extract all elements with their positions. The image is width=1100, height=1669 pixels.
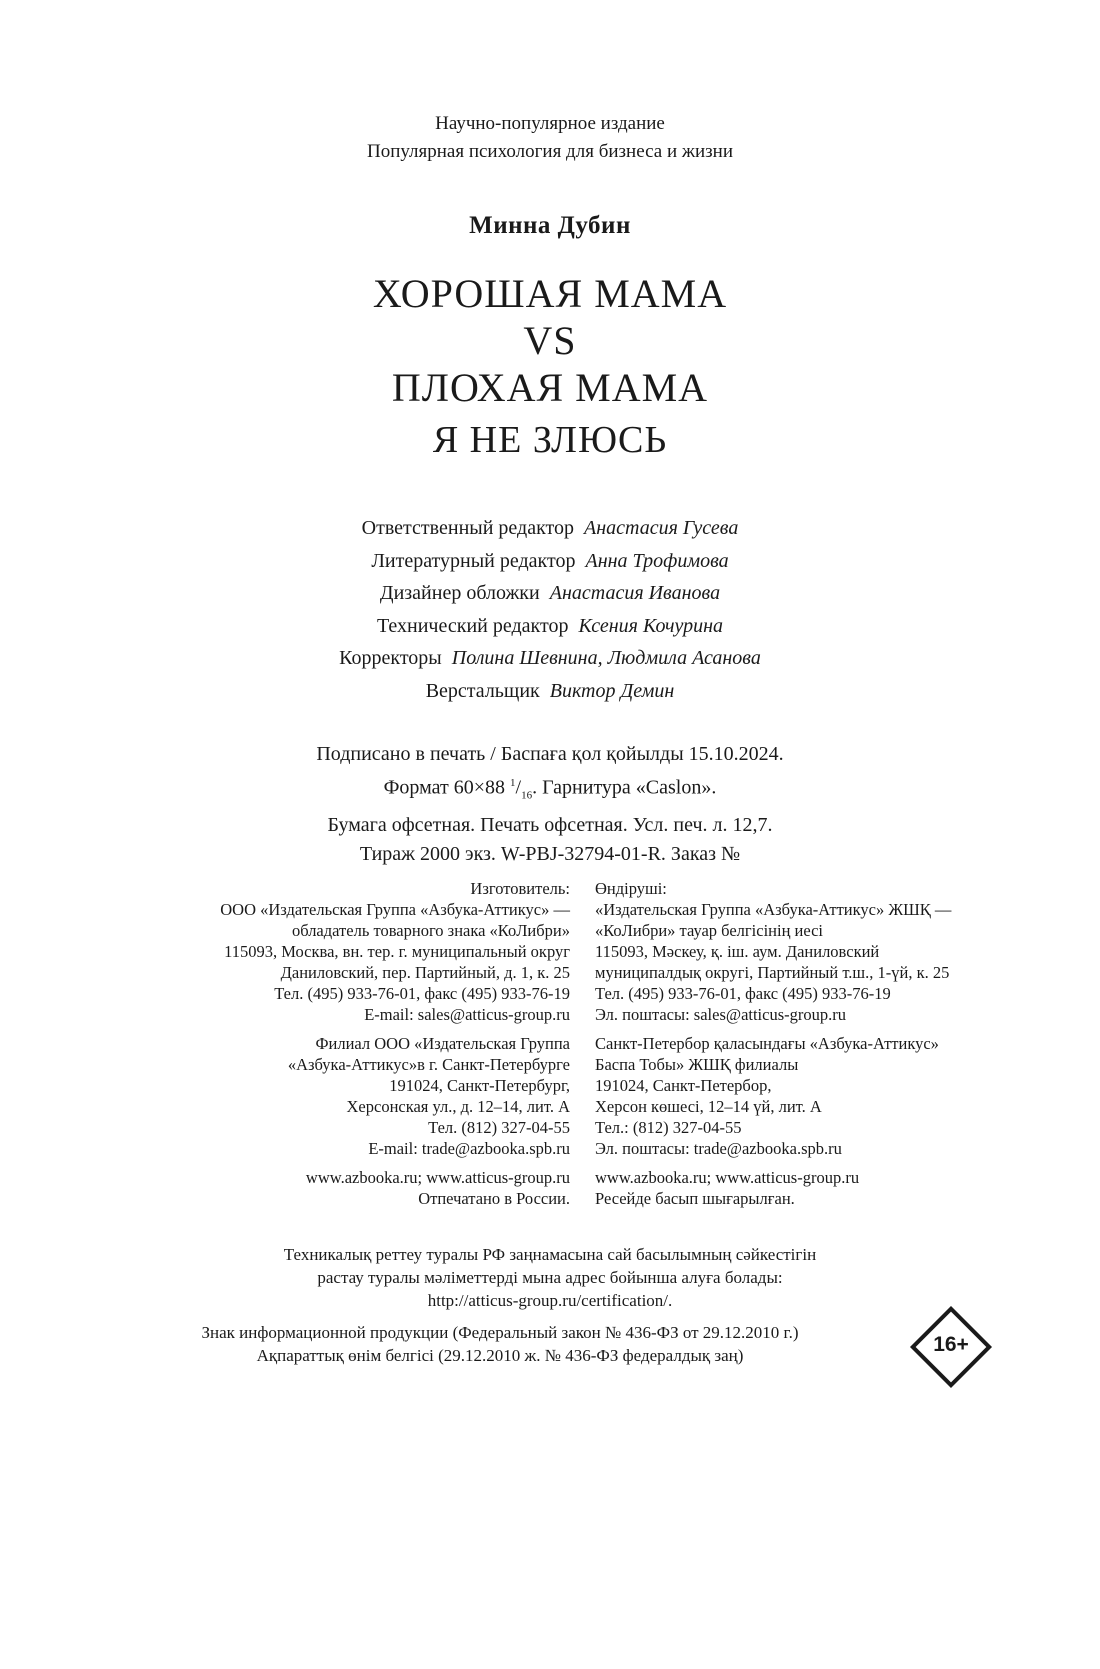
cert-line: http://atticus-group.ru/certification/. (427, 1291, 673, 1310)
web-block (80, 1167, 570, 1209)
address-line: 115093, Мәскеу, қ. іш. аум. Даниловский (595, 942, 880, 961)
address-line: «КоЛибри» тауар белгісінің иесі (595, 921, 824, 940)
credit-role: Дизайнер обложки (379, 582, 540, 604)
author-name: Минна Дубин (469, 212, 631, 239)
credit-name: Полина Шевнина, Людмила Асанова (451, 647, 761, 669)
print-line: Подписано в печать / Баспаға қол қойылды 15.10.2024. (316, 743, 784, 765)
publisher-column-kazakh (595, 878, 1065, 1217)
address-line: Изготовитель: (470, 879, 570, 898)
address-line: муниципалдық округі, Партийный т.ш., 1-үй, к. 25 (595, 963, 950, 982)
address-line: E-mail: trade@azbooka.spb.ru (368, 1139, 570, 1158)
address-line: «Азбука-Аттикус»в г. Санкт-Петербурге (287, 1055, 570, 1074)
credit-line (0, 512, 1100, 545)
address-line: Эл. поштасы: sales@atticus-group.ru (595, 1005, 846, 1024)
credit-role: Литературный редактор (371, 549, 576, 572)
credit-role: Верстальщик (425, 679, 540, 702)
format-prefix: Формат 60×88 (383, 776, 506, 799)
print-format-line: Формат 60×88 $^1/_{16}$. Гарнитура «Caslon». (383, 776, 717, 802)
address-line: обладатель товарного знака «КоЛибри» (291, 921, 570, 940)
publisher-column-russian (80, 878, 570, 1217)
cert-line: Техникалық реттеу туралы РФ заңнамасына сай басылымның сәйкестігін (283, 1245, 817, 1264)
format-fraction-den: 16 (521, 789, 533, 802)
address-line: Тел. (812) 327-04-55 (428, 1118, 570, 1137)
address-line: www.azbooka.ru; www.atticus-group.ru (305, 1168, 570, 1187)
address-line: Херсон көшесі, 12–14 үй, лит. А (595, 1097, 822, 1116)
credit-name: Анна Трофимова (585, 549, 729, 572)
address-line: Тел. (495) 933-76-01, факс (495) 933-76-19 (595, 984, 891, 1003)
manufacturer-block (595, 878, 1065, 1025)
credit-line (0, 545, 1100, 578)
title-line: VS (523, 318, 577, 363)
credit-name: Анастасия Иванова (549, 582, 721, 604)
web-block (595, 1167, 1065, 1209)
certification-note (0, 1243, 1100, 1312)
print-info (0, 740, 1100, 869)
title-line: ХОРОШАЯ МАМА (372, 271, 728, 316)
address-line: 191024, Санкт-Петербор, (595, 1076, 772, 1095)
address-line: Тел.: (812) 327-04-55 (595, 1118, 742, 1137)
address-line: «Издательская Группа «Азбука-Аттикус» ЖШҚ — (595, 900, 952, 919)
format-suffix: . Гарнитура «Caslon». (532, 776, 717, 799)
address-line: Даниловский, пер. Партийный, д. 1, к. 25 (280, 963, 570, 982)
book-subtitle: Я НЕ ЗЛЮСЬ (432, 419, 668, 461)
print-line: Бумага офсетная. Печать офсетная. Усл. печ. л. 12,7. (327, 813, 773, 836)
manufacturer-block (80, 878, 570, 1025)
credit-name: Ксения Кочурина (578, 614, 724, 637)
book-title (0, 270, 1100, 411)
address-line: Ресейде басып шығарылған. (595, 1189, 795, 1208)
info-sign-line: Ақпараттық өнім белгісі (29.12.2010 ж. № 436-ФЗ федералдық заң) (256, 1346, 744, 1365)
credits-list (0, 512, 1100, 707)
credit-line (0, 577, 1100, 610)
address-line: Отпечатано в России. (418, 1189, 570, 1208)
address-line: Санкт-Петербор қаласындағы «Азбука-Аттикус» (595, 1034, 939, 1053)
address-line: 115093, Москва, вн. тер. г. муниципальный округ (224, 942, 570, 961)
info-sign-note (0, 1321, 1000, 1367)
credit-role: Технический редактор (376, 614, 569, 637)
format-fraction-num: 1 (510, 777, 516, 789)
address-line: Филиал ООО «Издательская Группа (315, 1034, 570, 1053)
address-line: Өндіруші: (595, 879, 667, 898)
age-rating-label: 16+ (933, 1333, 969, 1356)
address-line: ООО «Издательская Группа «Азбука-Аттикус» — (220, 900, 570, 919)
address-line: 191024, Санкт-Петербург, (389, 1076, 570, 1095)
credit-line (0, 675, 1100, 708)
info-sign-line: Знак информационной продукции (Федеральный закон № 436-ФЗ от 29.12.2010 г.) (201, 1323, 799, 1342)
address-line: Херсонская ул., д. 12–14, лит. А (346, 1097, 570, 1116)
address-line: Тел. (495) 933-76-01, факс (495) 933-76-19 (274, 984, 570, 1003)
address-line: E-mail: sales@atticus-group.ru (364, 1005, 570, 1024)
cert-line: растау туралы мәліметтерді мына адрес бойынша алуға болады: (317, 1268, 783, 1287)
address-line: www.azbooka.ru; www.atticus-group.ru (595, 1168, 860, 1187)
credit-name: Анастасия Гусева (584, 517, 739, 539)
address-line: Эл. поштасы: trade@azbooka.spb.ru (595, 1139, 842, 1158)
credit-line (0, 610, 1100, 643)
series-line: Научно-популярное издание (435, 113, 665, 134)
credit-role: Корректоры (339, 647, 442, 669)
print-line: Тираж 2000 экз. W-PBJ-32794-01-R. Заказ № (359, 842, 741, 865)
branch-block (80, 1033, 570, 1159)
credit-role: Ответственный редактор (361, 517, 575, 539)
series-line: Популярная психология для бизнеса и жизни (366, 141, 734, 162)
series-info (0, 110, 1100, 166)
branch-block (595, 1033, 1065, 1159)
title-line: ПЛОХАЯ МАМА (391, 365, 709, 410)
credit-name: Виктор Демин (549, 679, 675, 702)
credit-line (0, 642, 1100, 675)
address-line: Баспа Тобы» ЖШҚ филиалы (595, 1055, 799, 1074)
